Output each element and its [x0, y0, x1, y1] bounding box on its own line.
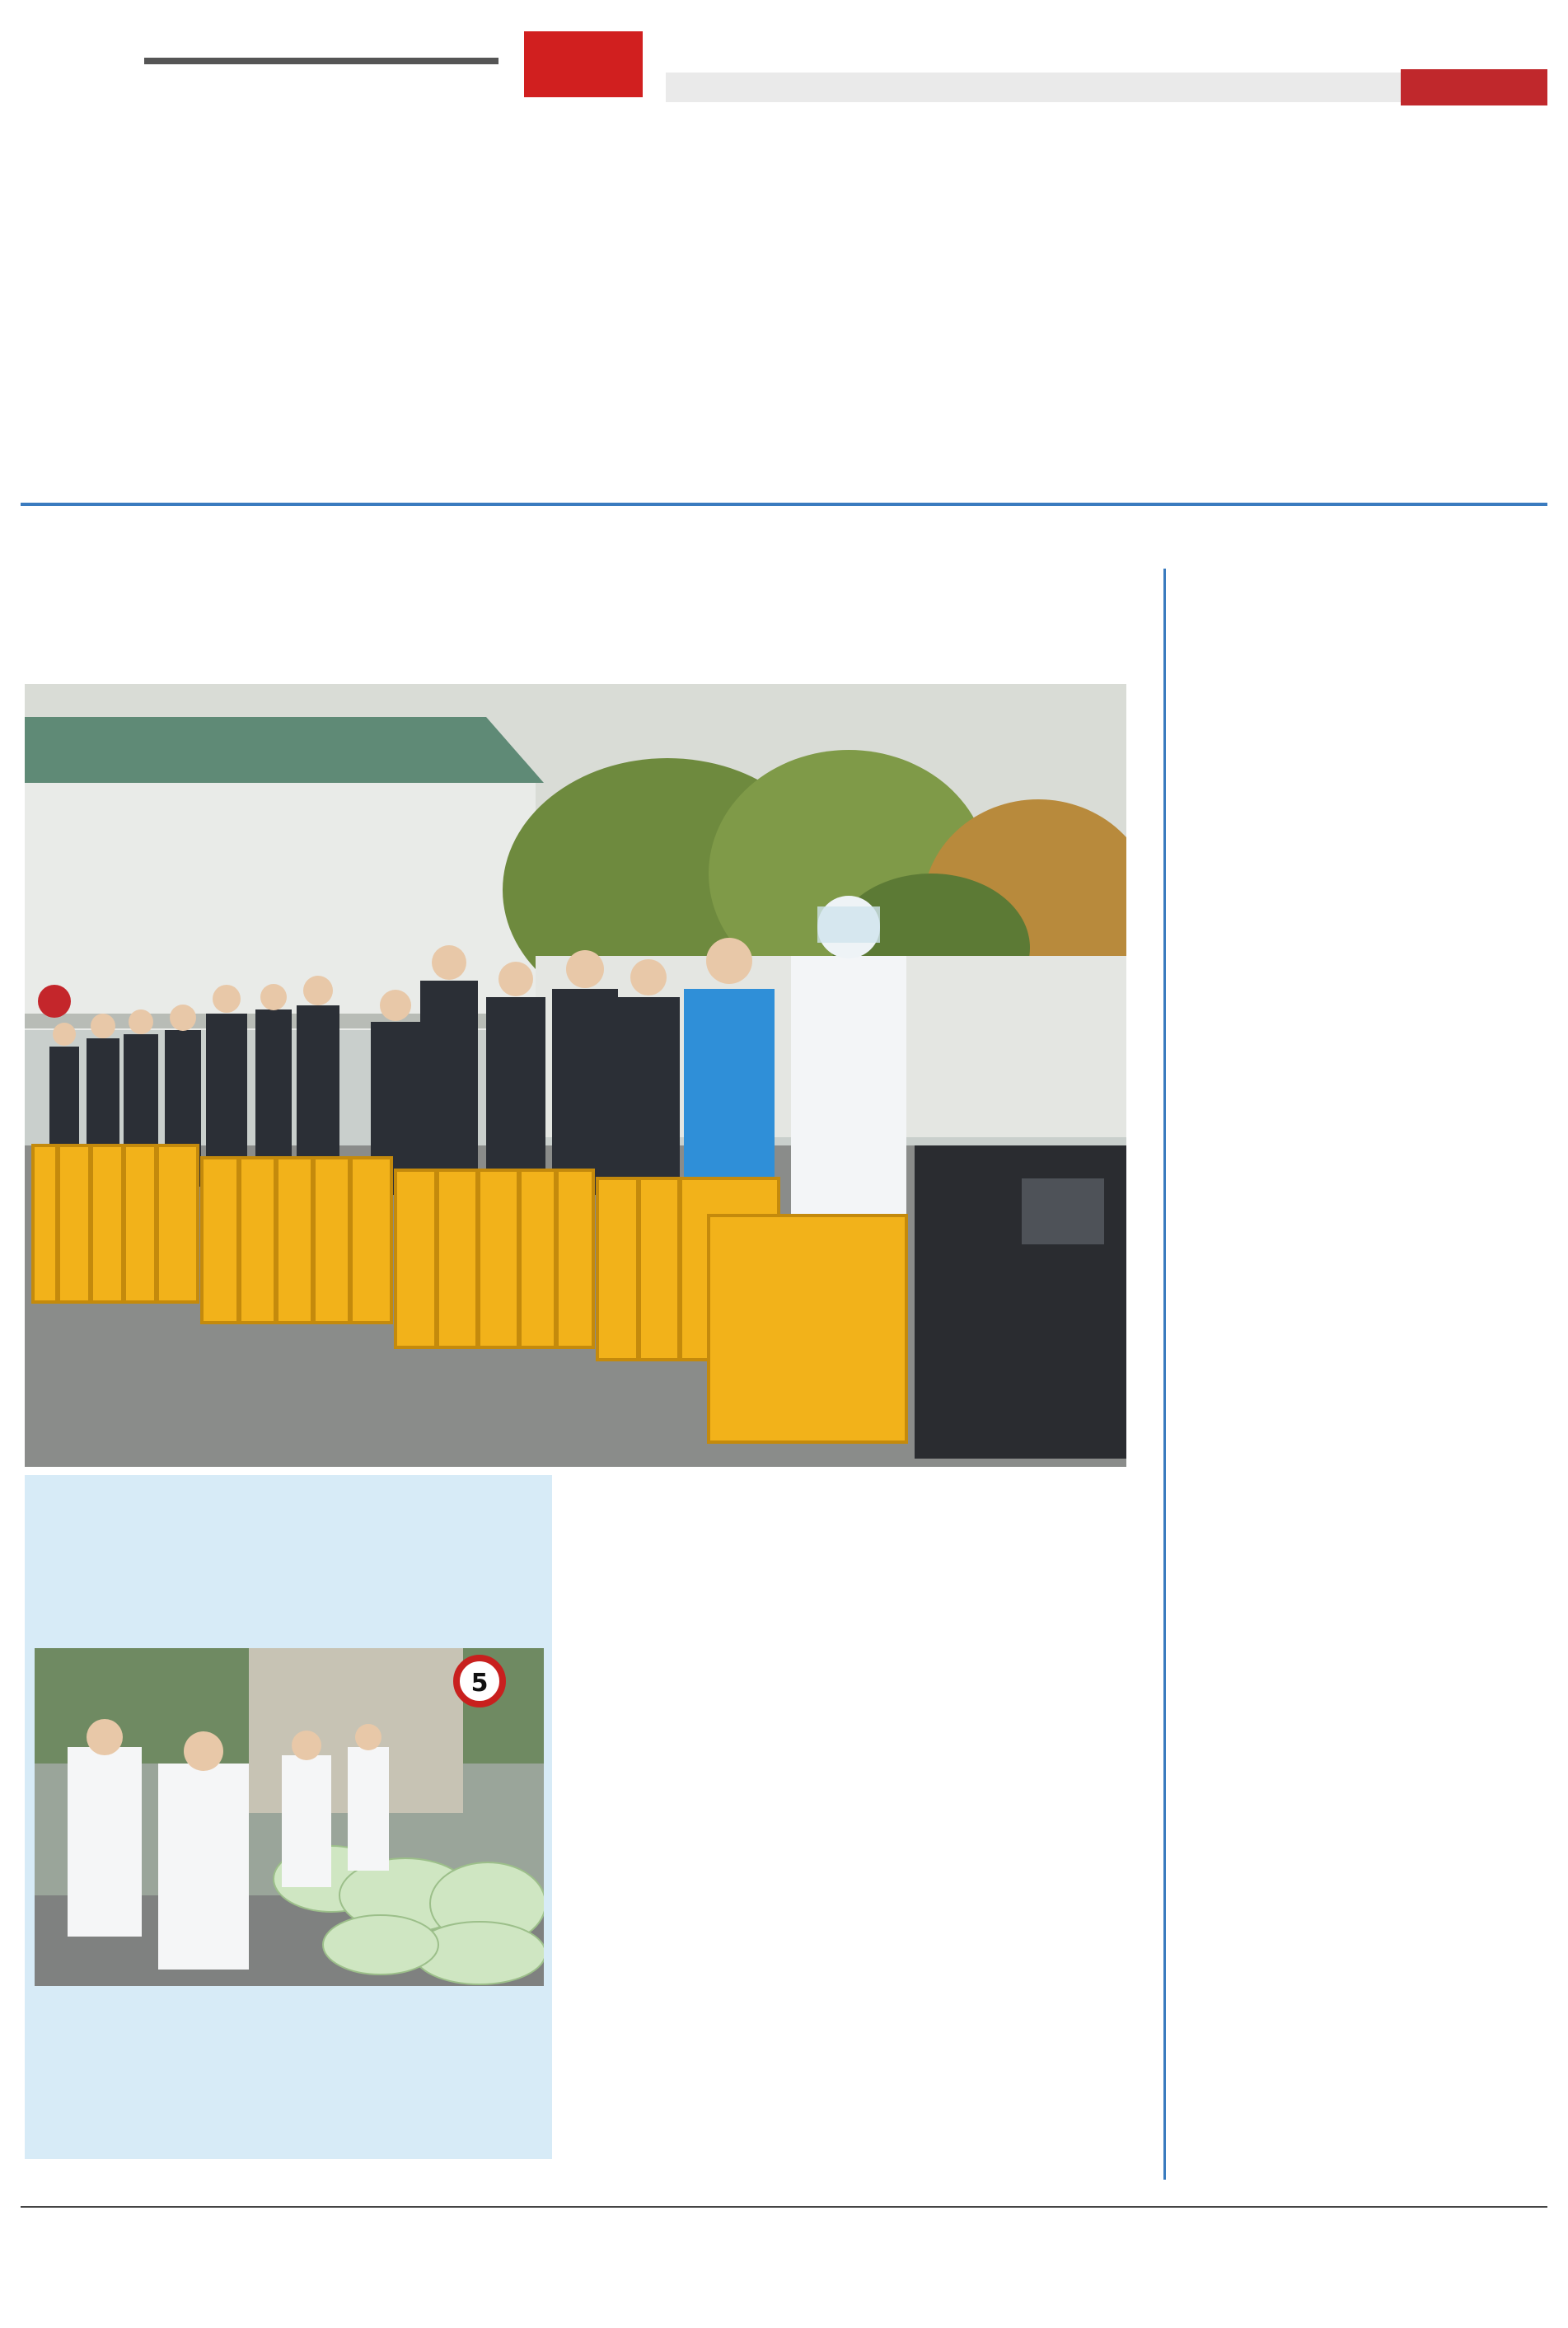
photo2-caption: [124, 1998, 536, 2031]
section-tag: [524, 31, 643, 97]
svg-text:5: 5: [470, 1669, 489, 1698]
header-info: [666, 73, 1391, 102]
footer-rule: [21, 2206, 1547, 2208]
section-divider: [21, 503, 1547, 506]
newspaper-logo: [1401, 69, 1547, 105]
photo-volunteers-vegetables: [35, 1648, 544, 1986]
page-number-rule: [144, 58, 498, 64]
photo-queue-testing: [25, 684, 1126, 1467]
photo1-caption: [124, 1490, 536, 1523]
footer: [33, 2258, 1547, 2284]
sidebar-divider: [1163, 569, 1166, 2180]
